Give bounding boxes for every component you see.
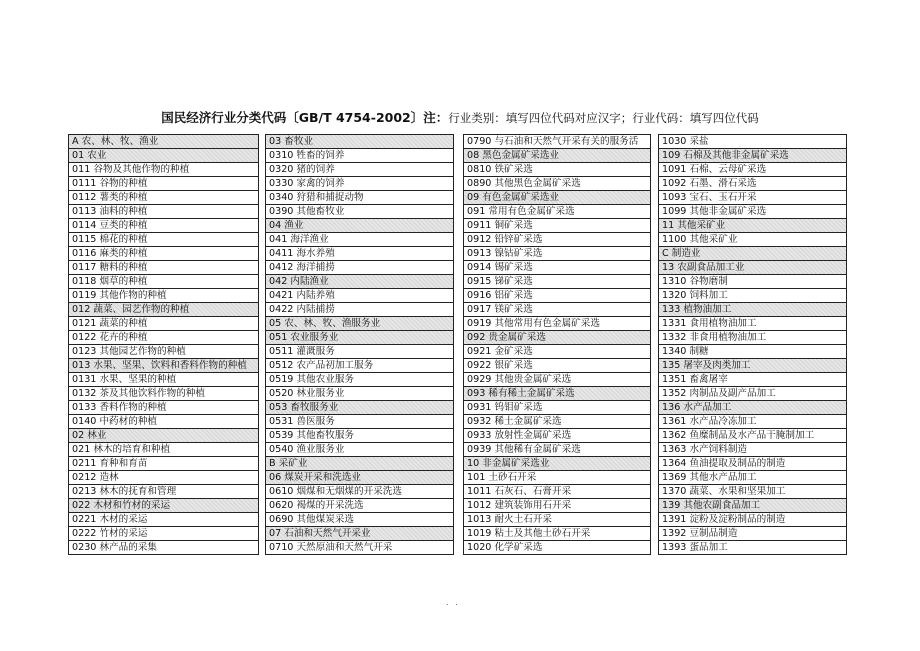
page-footer-marks: . . — [446, 598, 460, 607]
code-row: 1392 豆制品制造 — [659, 527, 846, 541]
category-header-row: 04 渔业 — [266, 219, 453, 233]
code-row: 0914 锡矿采选 — [464, 261, 650, 275]
code-row: 1093 宝石、玉石开采 — [659, 191, 846, 205]
code-row: 0320 猪的饲养 — [266, 163, 453, 177]
category-header-row: 02 林业 — [69, 429, 258, 443]
code-row: 0412 海洋捕捞 — [266, 261, 453, 275]
code-row: 0620 褐煤的开采洗选 — [266, 499, 453, 513]
industry-code-column-3 — [463, 134, 651, 555]
code-row: 1369 其他水产品加工 — [659, 471, 846, 485]
code-row: 0211 育种和育苗 — [69, 457, 258, 471]
code-row: 1363 水产饲料制造 — [659, 443, 846, 457]
code-row: 0390 其他畜牧业 — [266, 205, 453, 219]
code-row: 0421 内陆养殖 — [266, 289, 453, 303]
category-header-row: 133 植物油加工 — [659, 303, 846, 317]
code-row: 0917 镁矿采选 — [464, 303, 650, 317]
code-row: 0340 狩猎和捕捉动物 — [266, 191, 453, 205]
code-row: 0422 内陆捕捞 — [266, 303, 453, 317]
code-row: 1393 蛋品加工 — [659, 541, 846, 555]
code-row: 0121 蔬菜的种植 — [69, 317, 258, 331]
code-row: 0512 农产品初加工服务 — [266, 359, 453, 373]
code-row: 0690 其他煤炭采选 — [266, 513, 453, 527]
code-row: 0790 与石油和天然气开采有关的服务活 — [464, 135, 650, 149]
code-row: 021 林木的培育和种植 — [69, 443, 258, 457]
category-header-row: B 采矿业 — [266, 457, 453, 471]
category-header-row: 03 畜牧业 — [266, 135, 453, 149]
category-header-row: 109 石棉及其他非金属矿采选 — [659, 149, 846, 163]
code-row: 0531 兽医服务 — [266, 415, 453, 429]
code-row: 0540 渔业服务业 — [266, 443, 453, 457]
code-row: 0140 中药材的种植 — [69, 415, 258, 429]
title-main: 国民经济行业分类代码〔GB/T 4754-2002〕 — [161, 110, 424, 125]
category-header-row: 07 石油和天然气开采业 — [266, 527, 453, 541]
category-header-row: 05 农、林、牧、渔服务业 — [266, 317, 453, 331]
category-header-row: 09 有色金属矿采选业 — [464, 191, 650, 205]
category-header-row: 093 稀有稀土金属矿采选 — [464, 387, 650, 401]
category-header-row: 139 其他农副食品加工 — [659, 499, 846, 513]
code-row: 1332 非食用植物油加工 — [659, 331, 846, 345]
category-header-row: A 农、林、牧、渔业 — [69, 135, 258, 149]
category-header-row: C 制造业 — [659, 247, 846, 261]
code-row: 041 海洋渔业 — [266, 233, 453, 247]
page-title — [0, 108, 920, 126]
category-header-row: 13 农副食品加工业 — [659, 261, 846, 275]
category-header-row: 042 内陆渔业 — [266, 275, 453, 289]
code-row: 1092 石墨、滑石采选 — [659, 177, 846, 191]
code-row: 1013 耐火土石开采 — [464, 513, 650, 527]
note-text: 行业类别：填写四位代码对应汉字；行业代码：填写四位代码 — [448, 111, 759, 125]
code-row: 0710 天然原油和天然气开采 — [266, 541, 453, 555]
code-row: 1364 鱼油提取及制品的制造 — [659, 457, 846, 471]
code-row: 0912 铅锌矿采选 — [464, 233, 650, 247]
code-row: 011 谷物及其他作物的种植 — [69, 163, 258, 177]
code-row: 0114 豆类的种植 — [69, 219, 258, 233]
code-row: 0116 麻类的种植 — [69, 247, 258, 261]
code-row: 0222 竹材的采运 — [69, 527, 258, 541]
code-row: 0810 铁矿采选 — [464, 163, 650, 177]
code-row: 1310 谷物磨制 — [659, 275, 846, 289]
code-row: 0132 茶及其他饮料作物的种植 — [69, 387, 258, 401]
code-row: 0932 稀土金属矿采选 — [464, 415, 650, 429]
code-row: 0919 其他常用有色金属矿采选 — [464, 317, 650, 331]
code-row: 1020 化学矿采选 — [464, 541, 650, 555]
code-row: 0921 金矿采选 — [464, 345, 650, 359]
code-row: 1340 制糖 — [659, 345, 846, 359]
code-row: 0117 糖料的种植 — [69, 261, 258, 275]
code-row: 0939 其他稀有金属矿采选 — [464, 443, 650, 457]
code-row: 091 常用有色金属矿采选 — [464, 205, 650, 219]
category-header-row: 135 屠宰及肉类加工 — [659, 359, 846, 373]
industry-code-column-2 — [265, 134, 454, 555]
code-row: 0330 家禽的饲养 — [266, 177, 453, 191]
code-row: 1331 食用植物油加工 — [659, 317, 846, 331]
code-row: 1012 建筑装饰用石开采 — [464, 499, 650, 513]
code-row: 0511 灌溉服务 — [266, 345, 453, 359]
code-row: 0922 银矿采选 — [464, 359, 650, 373]
code-row: 1320 饲料加工 — [659, 289, 846, 303]
code-row: 1362 鱼糜制品及水产品干腌制加工 — [659, 429, 846, 443]
code-row: 0610 烟煤和无烟煤的开采洗选 — [266, 485, 453, 499]
category-header-row: 051 农业服务业 — [266, 331, 453, 345]
code-row: 0111 谷物的种植 — [69, 177, 258, 191]
code-row: 0931 钨钼矿采选 — [464, 401, 650, 415]
code-row: 0113 油料的种植 — [69, 205, 258, 219]
code-row: 1352 肉制品及副产品加工 — [659, 387, 846, 401]
code-row: 1351 畜禽屠宰 — [659, 373, 846, 387]
code-row: 0230 林产品的采集 — [69, 541, 258, 555]
code-row: 1391 淀粉及淀粉制品的制造 — [659, 513, 846, 527]
code-row: 0539 其他畜牧服务 — [266, 429, 453, 443]
code-row: 0519 其他农业服务 — [266, 373, 453, 387]
code-row: 0123 其他园艺作物的种植 — [69, 345, 258, 359]
category-header-row: 022 木材和竹材的采运 — [69, 499, 258, 513]
code-row: 0933 放射性金属矿采选 — [464, 429, 650, 443]
code-row: 1030 采盐 — [659, 135, 846, 149]
code-row: 0213 林木的抚育和管理 — [69, 485, 258, 499]
code-row: 1361 水产品冷冻加工 — [659, 415, 846, 429]
code-row: 0119 其他作物的种植 — [69, 289, 258, 303]
code-row: 0890 其他黑色金属矿采选 — [464, 177, 650, 191]
category-header-row: 053 畜牧服务业 — [266, 401, 453, 415]
code-row: 1370 蔬菜、水果和坚果加工 — [659, 485, 846, 499]
code-row: 0929 其他贵金属矿采选 — [464, 373, 650, 387]
code-row: 0112 薯类的种植 — [69, 191, 258, 205]
category-header-row: 06 煤炭开采和洗选业 — [266, 471, 453, 485]
code-row: 0913 镍钴矿采选 — [464, 247, 650, 261]
category-header-row: 08 黑色金属矿采选业 — [464, 149, 650, 163]
code-row: 1091 石棉、云母矿采选 — [659, 163, 846, 177]
category-header-row: 136 水产品加工 — [659, 401, 846, 415]
code-row: 101 土砂石开采 — [464, 471, 650, 485]
note-label: 注： — [423, 110, 449, 125]
code-row: 0118 烟草的种植 — [69, 275, 258, 289]
code-row: 0122 花卉的种植 — [69, 331, 258, 345]
industry-code-column-1 — [68, 134, 259, 555]
code-row: 0520 林业服务业 — [266, 387, 453, 401]
code-row: 1099 其他非金属矿采选 — [659, 205, 846, 219]
category-header-row: 092 贵金属矿采选 — [464, 331, 650, 345]
code-row: 1011 石灰石、石膏开采 — [464, 485, 650, 499]
category-header-row: 10 非金属矿采选业 — [464, 457, 650, 471]
code-row: 0916 铝矿采选 — [464, 289, 650, 303]
code-row: 0310 牲畜的饲养 — [266, 149, 453, 163]
code-row: 1100 其他采矿业 — [659, 233, 846, 247]
code-row: 0212 造林 — [69, 471, 258, 485]
code-row: 1019 粘土及其他土砂石开采 — [464, 527, 650, 541]
category-header-row: 013 水果、坚果、饮料和香料作物的种植 — [69, 359, 258, 373]
code-row: 0411 海水养殖 — [266, 247, 453, 261]
code-row: 0915 锑矿采选 — [464, 275, 650, 289]
code-row: 0133 香料作物的种植 — [69, 401, 258, 415]
code-row: 0911 铜矿采选 — [464, 219, 650, 233]
code-row: 0221 木材的采运 — [69, 513, 258, 527]
code-row: 0115 棉花的种植 — [69, 233, 258, 247]
category-header-row: 11 其他采矿业 — [659, 219, 846, 233]
code-row: 0131 水果、坚果的种植 — [69, 373, 258, 387]
industry-code-column-4 — [658, 134, 847, 555]
category-header-row: 012 蔬菜、园艺作物的种植 — [69, 303, 258, 317]
category-header-row: 01 农业 — [69, 149, 258, 163]
